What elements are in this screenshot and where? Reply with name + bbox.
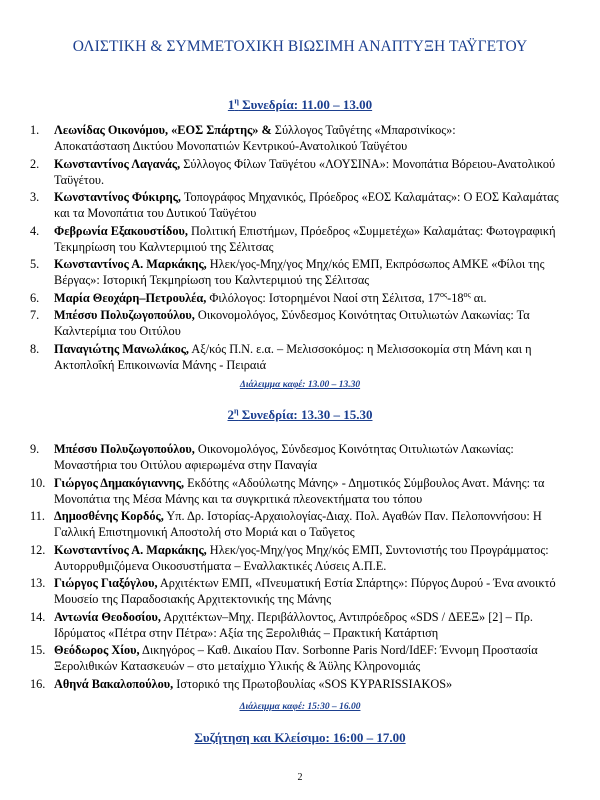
speaker-name: Δημοσθένης Κορδός, bbox=[54, 509, 164, 523]
speaker-name: Θεόδωρος Χίου, bbox=[54, 643, 140, 657]
item-text: Αρχιτέκτων ΕΜΠ, «Πνευματική Εστία Σπάρτης»: Πύργος Δυρού - Ένα ανοικτό Μουσείο της Παραδοσιακής Αρχιτεκτονικής της Μάνης bbox=[54, 576, 556, 606]
speaker-name: Μαρία Θεοχάρη–Πετρουλέα, bbox=[54, 290, 207, 305]
list-item bbox=[30, 609, 570, 641]
list-item bbox=[30, 290, 570, 306]
item-text: Οικονομολόγος, Σύνδεσμος Κοινότητας Οιτυλιωτών Λακωνίας: Μοναστήρια του Οιτύλου αφιερωμένα στην Παναγία bbox=[54, 442, 514, 472]
speaker-name: Παναγιώτης Μανωλάκος, bbox=[54, 341, 189, 356]
list-item bbox=[30, 441, 570, 473]
item-text: Φιλόλογος: Ιστορημένοι Ναοί στη Σέλιτσα, 17 bbox=[206, 290, 440, 305]
item-number: 8. bbox=[30, 341, 40, 356]
item-number: 15. bbox=[30, 643, 46, 657]
item-text: Ηλεκ/γος-Μηχ/γος Μηχ/κός ΕΜΠ, Συντονιστής του Προγράμματος: Αυτορρυθμιζόμενα Οικοσυστήματα – Εναλλακτικές Λύσεις Α.Π.Ε. bbox=[54, 542, 549, 573]
item-text: Εκδότης «Αδούλωτης Μάνης» - Δημοτικός Σύμβουλος Ανατ. Μάνης: τα Μονοπάτια της Μέσα Μάνης και τα συγκριτικά πλεονεκτήματα του τόπου bbox=[54, 475, 545, 506]
session-2-label: Συνεδρία: 13.30 – 15.30 bbox=[238, 407, 373, 422]
list-item bbox=[30, 575, 570, 607]
item-number: 10. bbox=[30, 475, 46, 490]
item-text: Υπ. Δρ. Ιστορίας-Αρχαιολογίας-Διαχ. Πολ. Αγαθών Παν. Πελοποννήσου: Η Γαλλική Επιστημονική Αποστολή στο Μοριά και ο Ταΰγετος bbox=[54, 509, 542, 539]
item-number: 6. bbox=[30, 290, 40, 305]
list-item bbox=[30, 189, 570, 221]
speaker-name: Κωνσταντίνος Φύκιρης, bbox=[54, 190, 181, 204]
item-text: Πολιτική Επιστήμων, Πρόεδρος «Συμμετέχω» Καλαμάτας: Φωτογραφική Τεκμηρίωση του Καλντεριμιού της Σέλιτσας bbox=[54, 223, 556, 254]
session-2-heading bbox=[0, 407, 600, 423]
item-text: Σύλλογος Φίλων Ταϋγέτου «ΛΟΥΣΙΝΑ»: Μονοπάτια Βόρειου-Ανατολικού Ταϋγέτου. bbox=[54, 156, 556, 187]
closing-heading: Συζήτηση και Κλείσιμο: 16:00 – 17.00 bbox=[194, 730, 406, 745]
item-text: Ιστορικό της Πρωτοβουλίας «SOS KYPARISSIAKOS» bbox=[173, 676, 453, 691]
list-item bbox=[30, 307, 570, 339]
item-number: 5. bbox=[30, 257, 40, 271]
item-affiliation: Σύλλογος Ταΰγέτης «Μπαρσινίκος»: bbox=[271, 123, 456, 137]
ordinal-suffix: ος bbox=[463, 289, 471, 299]
item-text: Τοπογράφος Μηχανικός, Πρόεδρος «ΕΟΣ Καλαμάτας»: Ο ΕΟΣ Καλαμάτας και τα Μονοπάτια του Δυτικού Ταϋγέτου bbox=[54, 190, 559, 220]
item-text: Αρχιτέκτων–Μηχ. Περιβάλλοντος, Αντιπρόεδρος «SDS / ΔΕΕΞ» [2] – Πρ. Ιδρύματος «Πέτρα στην Πέτρα»: Αξία της Ξερολιθιάς – Πρακτική Κατάρτιση bbox=[54, 609, 533, 640]
list-item bbox=[30, 676, 570, 692]
page-number: 2 bbox=[297, 772, 303, 783]
session-1-heading bbox=[0, 97, 600, 113]
ordinal-suffix: ος bbox=[439, 289, 448, 299]
item-number: 1. bbox=[30, 123, 40, 137]
item-number: 9. bbox=[30, 442, 40, 456]
coffee-break-2: Διάλειμμα καφέ: 15:30 – 16.00 bbox=[239, 702, 361, 712]
item-number: 4. bbox=[30, 223, 40, 238]
item-text: Ηλεκ/γος-Μηχ/γος Μηχ/κός ΕΜΠ, Εκπρόσωπος ΑΜΚΕ «Φίλοι της Βέργας»: Ιστορική Τεκμηρίωση του Καλντεριμιού της Σέλιτσας bbox=[54, 257, 545, 287]
list-item bbox=[30, 542, 570, 574]
session-2-number: 2 bbox=[227, 407, 234, 422]
item-text: Αξ/κός Π.Ν. ε.α. – Μελισσοκόμος: η Μελισσοκομία στη Μάνη και η Ακτοπλοΐκή Επικοινωνία Μάνης - Πειραιά bbox=[54, 341, 532, 372]
speaker-name: Μπέσσυ Πολυζωγοπούλου, bbox=[54, 308, 195, 322]
session-2-list bbox=[30, 441, 570, 693]
speaker-name: Γιώργος Γιαξόγλου, bbox=[54, 576, 158, 590]
list-item bbox=[30, 223, 570, 255]
coffee-break-1: Διάλειμμα καφέ: 13.00 – 13.30 bbox=[239, 380, 361, 390]
speaker-name: Κωνσταντίνος Λαγανάς, bbox=[54, 156, 181, 171]
speaker-name: Κωνσταντίνος Α. Μαρκάκης, bbox=[54, 542, 207, 557]
item-number: 3. bbox=[30, 190, 40, 204]
session-1-ordinal: η bbox=[234, 96, 239, 106]
speaker-name: Φεβρωνία Εξακουστίδου, bbox=[54, 223, 188, 238]
list-item bbox=[30, 475, 570, 507]
item-text: Οικονομολόγος, Σύνδεσμος Κοινότητας Οιτυλιωτών Λακωνίας: Τα Καλντερίμια του Οιτύλου bbox=[54, 308, 530, 338]
speaker-name: Αντωνία Θεοδοσίου, bbox=[54, 609, 161, 624]
speaker-name: Γιώργος Δημακόγιαννης, bbox=[54, 475, 185, 490]
speaker-name: Λεωνίδας Οικονόμου, «ΕΟΣ Σπάρτης» & bbox=[54, 123, 272, 137]
speaker-name: Αθηνά Βακαλοπούλου, bbox=[54, 676, 174, 691]
item-number: 14. bbox=[30, 609, 46, 624]
item-text-cont: -18 bbox=[447, 290, 464, 305]
item-number: 2. bbox=[30, 156, 40, 171]
list-item bbox=[30, 341, 570, 373]
session-1-number: 1 bbox=[227, 97, 235, 112]
speaker-name: Μπέσσυ Πολυζωγοπούλου, bbox=[54, 442, 195, 456]
session-1-label: Συνεδρία: 11.00 – 13.00 bbox=[238, 97, 373, 112]
item-number: 12. bbox=[30, 542, 46, 557]
session-2-ordinal: η bbox=[234, 406, 239, 416]
item-number: 16. bbox=[30, 676, 46, 691]
list-item bbox=[30, 642, 570, 674]
page-title: ΟΛΙΣΤΙΚΗ & ΣΥΜΜΕΤΟΧΙΚΗ ΒΙΩΣΙΜΗ ΑΝΑΠΤΥΞΗ ΤΑΫΓΕΤΟΥ bbox=[72, 38, 528, 55]
list-item bbox=[30, 256, 570, 288]
list-item bbox=[30, 156, 570, 188]
list-item bbox=[30, 508, 570, 540]
item-number: 13. bbox=[30, 576, 46, 590]
item-text-end: αι. bbox=[470, 290, 487, 305]
session-1-list bbox=[30, 122, 570, 374]
item-number: 7. bbox=[30, 308, 40, 322]
item-number: 11. bbox=[30, 509, 45, 523]
item-topic: Αποκατάσταση Δικτύου Μονοπατιών Κεντρικού-Ανατολικού Ταϋγέτου bbox=[54, 139, 408, 153]
item-text: Δικηγόρος – Καθ. Δικαίου Παν. Sorbonne Paris Nord/IdEF: Έννομη Προστασία Ξερολιθικών Κατασκευών – στο μεταίχμιο Υλικής & Άϋλης Κληρονομιάς bbox=[54, 643, 538, 673]
speaker-name: Κωνσταντίνος Α. Μαρκάκης, bbox=[54, 257, 207, 271]
list-item bbox=[30, 122, 570, 154]
